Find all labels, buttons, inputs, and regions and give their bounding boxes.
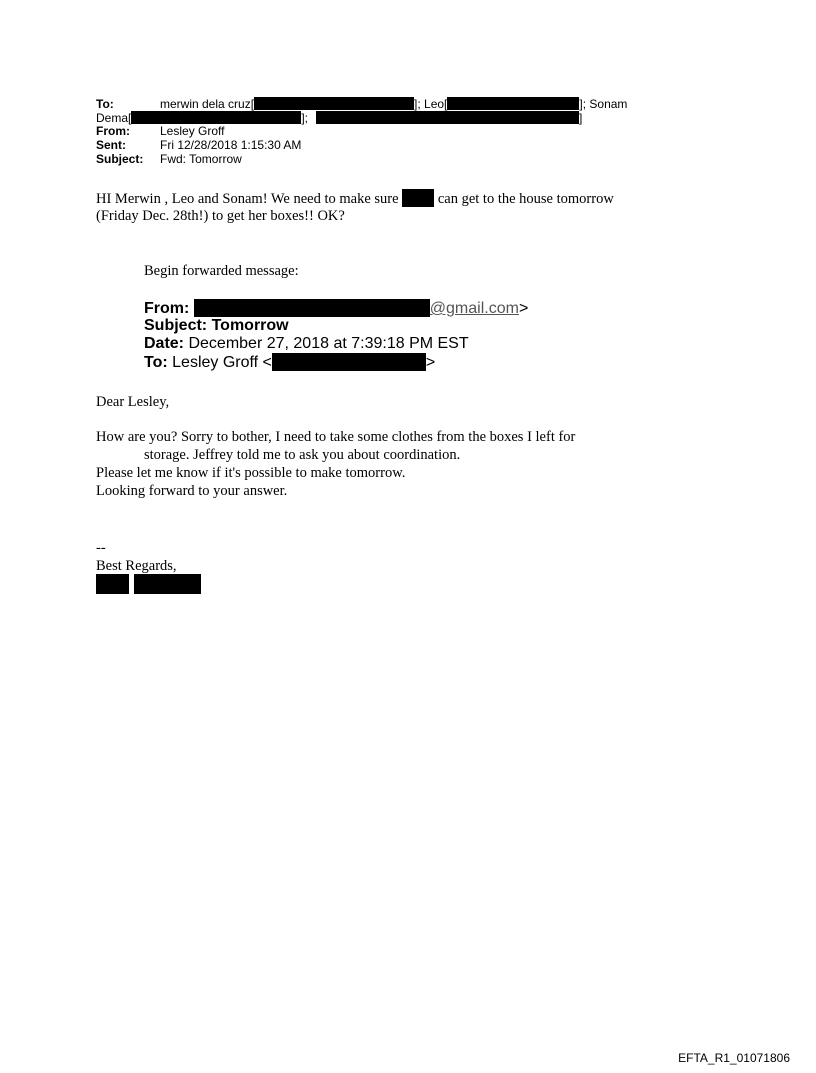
from-label: From: <box>96 124 130 138</box>
fwd-to-value: Lesley Groff < <box>172 354 272 371</box>
signature-regards: Best Regards, <box>96 558 177 574</box>
header-from-line <box>96 125 224 138</box>
fwd-from-email[interactable]: @gmail.com <box>429 300 519 317</box>
fwd-to-label: To: <box>144 354 168 371</box>
fwd-from-close: > <box>518 300 529 317</box>
sent-value: Fri 12/28/2018 1:15:30 AM <box>160 138 302 152</box>
header-subject-line <box>96 153 242 166</box>
to-separator-3: ]; <box>301 111 309 125</box>
forwarded-date-line <box>144 335 469 353</box>
fwd-from-label: From: <box>144 300 190 317</box>
forwarded-subject-line <box>144 317 289 335</box>
forwarded-from-line <box>144 299 528 318</box>
subject-value: Fwd: Tomorrow <box>160 152 242 166</box>
begin-forwarded-text: Begin forwarded message: <box>144 263 299 279</box>
fwd-to-close: > <box>425 354 436 371</box>
fwd-date-value: December 27, 2018 at 7:39:18 PM EST <box>188 335 469 352</box>
message-greeting: Dear Lesley, <box>96 394 170 410</box>
message-line-4: Looking forward to your answer. <box>96 483 288 499</box>
to-recipient-3: Dema[ <box>96 111 132 125</box>
to-end-bracket: ] <box>579 111 583 125</box>
body-text: HI Merwin , Leo and Sonam! We need to make sure <box>96 191 399 207</box>
body-paragraph-1-line-2: (Friday Dec. 28th!) to get her boxes!! OK? <box>96 208 345 224</box>
fwd-subject-value: Tomorrow <box>211 317 289 334</box>
sent-label: Sent: <box>96 138 126 152</box>
from-value: Lesley Groff <box>160 124 225 138</box>
redaction-box <box>131 111 301 124</box>
to-separator-2: ]; Sonam <box>579 97 628 111</box>
subject-label: Subject: <box>96 152 144 166</box>
body-text: can get to the house tomorrow <box>437 191 614 207</box>
document-id: EFTA_R1_01071806 <box>678 1051 790 1065</box>
redaction-box <box>96 574 129 594</box>
signature-dashes: -- <box>96 540 106 556</box>
message-line-1: How are you? Sorry to bother, I need to take some clothes from the boxes I left for <box>96 429 576 445</box>
redaction-box <box>194 299 430 317</box>
header-sent-line <box>96 139 301 152</box>
to-label: To: <box>96 97 114 111</box>
redaction-box <box>402 189 434 207</box>
forwarded-to-line <box>144 353 435 372</box>
redaction-box <box>447 97 579 110</box>
body-paragraph-1 <box>96 189 614 208</box>
fwd-date-label: Date: <box>144 335 185 352</box>
redaction-box <box>316 111 579 124</box>
header-to-line-2 <box>96 111 582 125</box>
message-line-3: Please let me know if it's possible to make tomorrow. <box>96 465 406 481</box>
header-to-line <box>96 97 627 111</box>
signature-name-redaction <box>96 574 201 597</box>
redaction-box <box>254 97 414 110</box>
to-separator-1: ]; Leo[ <box>414 97 448 111</box>
redaction-box <box>134 574 201 594</box>
redaction-box <box>272 353 426 371</box>
message-line-2: storage. Jeffrey told me to ask you about coordination. <box>144 447 461 463</box>
to-recipient-1: merwin dela cruz[ <box>160 97 255 111</box>
fwd-subject-label: Subject: <box>144 317 208 334</box>
